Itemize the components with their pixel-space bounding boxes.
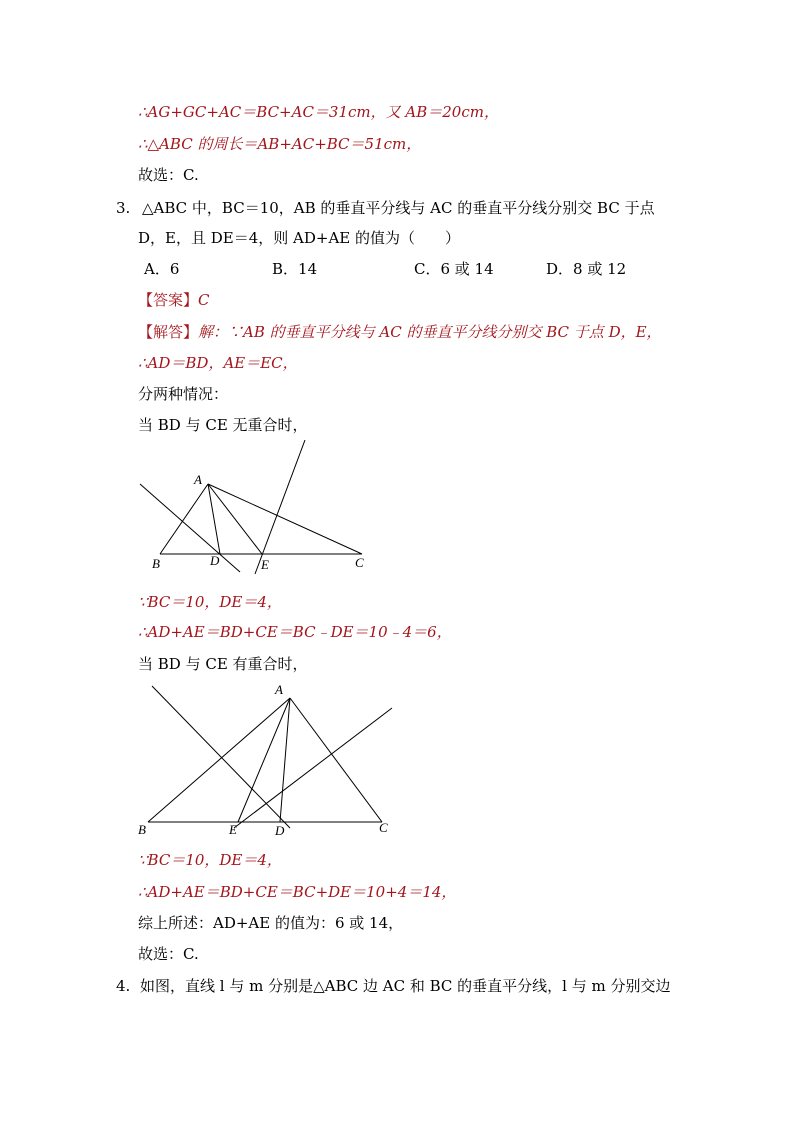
fig1-label-d: D (210, 553, 220, 568)
fig2-segment-ad (280, 698, 290, 822)
fig1-segment-ae (208, 484, 262, 554)
case-2-intro: 当 BD 与 CE 有重合时， (138, 655, 308, 673)
fig1-label-e: E (261, 557, 269, 572)
fig2-label-c: C (379, 820, 388, 835)
question-3-text-2: D，E，且 DE＝4，则 AD+AE 的值为（ ） (138, 229, 461, 247)
option-b: B．14 (272, 260, 318, 278)
fig2-label-a: A (275, 682, 283, 697)
answer-label: 【答案】 (138, 291, 199, 309)
question-3-number: 3. (116, 199, 131, 217)
case-2-line-1: ∵BC＝10，DE＝4， (138, 851, 282, 869)
option-d: D．8 或 12 (546, 260, 627, 278)
fig1-label-a: A (194, 472, 202, 487)
solution-line-3: 分两种情况： (138, 385, 229, 403)
solution-line-2: ∴AD＝BD，AE＝EC， (138, 354, 298, 372)
prev-solution-line-1: ∴AG+GC+AC＝BC+AC＝31cm，又 AB＝20cm， (138, 103, 499, 121)
answer-line (138, 288, 793, 312)
question-3-line-1 (0, 196, 793, 220)
figure-1 (130, 440, 390, 580)
figure-2 (130, 680, 410, 840)
question-4-text-1: 如图，直线 l 与 m 分别是△ABC 边 AC 和 BC 的垂直平分线，l 与 m 分别交边 (140, 977, 671, 995)
prev-solution-line-2: ∴△ABC 的周长＝AB+AC+BC＝51cm， (138, 135, 422, 153)
option-a: A．6 (144, 260, 180, 278)
solution-label: 【解答】 (138, 323, 199, 341)
fig2-label-d: D (275, 823, 285, 838)
answer-value: C (198, 291, 210, 309)
fig1-side-ab (160, 484, 208, 554)
solution-text-1: 解：∵AB 的垂直平分线与 AC 的垂直平分线分别交 BC 于点 D，E， (198, 323, 662, 341)
question-4-line-1 (0, 974, 793, 998)
question-3-text-1: △ABC 中，BC＝10，AB 的垂直平分线与 AC 的垂直平分线分别交 BC 于点 (142, 199, 655, 217)
summary-line: 综上所述：AD+AE 的值为：6 或 14， (138, 914, 404, 932)
case-1-line-1: ∵BC＝10，DE＝4， (138, 593, 282, 611)
fig1-label-b: B (152, 556, 160, 571)
fig2-bisector-ab (152, 686, 290, 828)
conclusion-line: 故选：C. (138, 945, 199, 963)
fig2-label-e: E (229, 822, 237, 837)
fig2-segment-ae (238, 698, 290, 822)
fig1-segment-ad (208, 484, 220, 554)
option-c: C．6 或 14 (414, 260, 494, 278)
case-1-intro: 当 BD 与 CE 无重合时， (138, 416, 308, 434)
fig2-side-ab (148, 698, 290, 822)
prev-solution-line-3: 故选：C. (138, 166, 199, 184)
fig2-side-ac (290, 698, 382, 822)
case-2-line-2: ∴AD+AE＝BD+CE＝BC+DE＝10+4＝14， (138, 883, 457, 901)
question-3-options (0, 257, 793, 281)
question-4-number: 4. (116, 977, 131, 995)
case-1-line-2: ∴AD+AE＝BD+CE＝BC﹣DE＝10﹣4＝6， (138, 623, 452, 641)
solution-line-1 (138, 320, 793, 344)
fig2-label-b: B (138, 822, 146, 837)
fig1-label-c: C (355, 555, 364, 570)
